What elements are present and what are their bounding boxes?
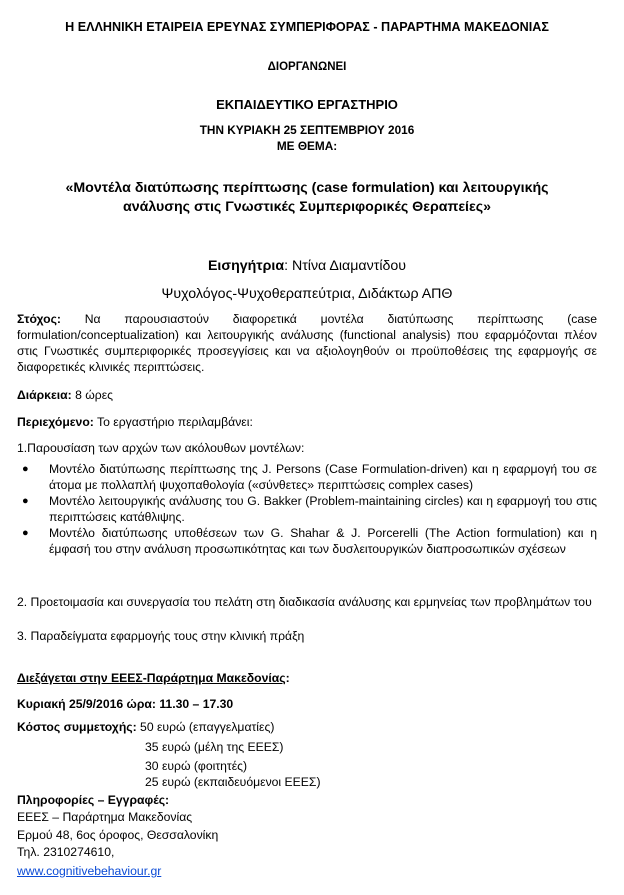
goal-label: Στόχος:: [17, 312, 61, 326]
theme-label: ΜΕ ΘΕΜΑ:: [276, 139, 338, 153]
goal-text: Να παρουσιαστούν διαφορετικά μοντέλα διατύπωσης περίπτωσης (case formulation/conceptualization) και λειτουργικής ανάλυσης (functional analysis) που εφαρμόζονται πλέον στις Γνωστικές συμπεριφορικές προσεγγίσεις και να αξιολογηθούν οι προϋποθέσεις της εφαρμογής σε διαφορετικές κλινικές περιπτώσεις.: [17, 312, 597, 374]
website-link[interactable]: www.cognitivebehaviour.gr: [17, 864, 162, 878]
list-item-text: Μοντέλο λειτουργικής ανάλυσης του G. Bakker (Problem-maintaining circles) και η εφαρμογή του στις περιπτώσεις κατάθλιψης.: [49, 494, 597, 524]
content-item-3: 3. Παραδείγματα εφαρμογής τους στην κλινική πράξη: [17, 629, 305, 643]
website-line: [17, 864, 597, 878]
cost-row: 25 ευρώ (εκπαιδευόμενοι ΕΕΕΣ): [145, 775, 321, 789]
cost-row: 30 ευρώ (φοιτητές): [145, 759, 248, 773]
workshop-title-line-2: ανάλυσης στις Γνωστικές Συμπεριφορικές Θεραπείες»: [122, 199, 491, 215]
organizes-label: ΔΙΟΡΓΑΝΩΝΕΙ: [267, 61, 347, 73]
event-type-heading: ΕΚΠΑΙΔΕΥΤΙΚΟ ΕΡΓΑΣΤΗΡΙΟ: [216, 97, 398, 112]
cost-row: 35 ευρώ (μέλη της ΕΕΕΣ): [145, 740, 284, 754]
info-line: Ερμού 48, 6ος όροφος, Θεσσαλονίκη: [17, 828, 219, 842]
list-item-text: Μοντέλο διατύπωσης περίπτωσης της J. Persons (Case Formulation-driven) και η εφαρμογή του σε άτομα με πολλαπλή ψυχοπαθολογία («σύνθετες» περιπτώσεις complex cases): [49, 462, 597, 492]
info-line: Τηλ. 2310274610,: [17, 845, 115, 859]
content-intro: Το εργαστήριο περιλαμβάνει:: [93, 415, 253, 429]
content-item-1: 1.Παρουσίαση των αρχών των ακόλουθων μοντέλων:: [17, 441, 305, 455]
venue-label: Διεξάγεται στην ΕΕΕΣ-Παράρτημα Μακεδονίας: [17, 671, 286, 685]
event-schedule: Κυριακή 25/9/2016 ώρα: 11.30 – 17.30: [17, 697, 234, 711]
cost-label: Κόστος συμμετοχής:: [17, 720, 137, 734]
duration-label: Διάρκεια:: [17, 388, 72, 402]
cost-row: 50 ευρώ (επαγγελματίες): [136, 720, 275, 734]
goal-paragraph: [17, 311, 597, 375]
speaker-credentials: Ψυχολόγος-Ψυχοθεραπεύτρια, Διδάκτωρ ΑΠΘ: [161, 286, 453, 302]
bullet-icon: ●: [22, 463, 29, 475]
list-item: [17, 525, 597, 557]
list-item: [17, 461, 597, 493]
duration-line: [17, 388, 597, 402]
info-heading: Πληροφορίες – Εγγραφές:: [17, 793, 170, 807]
organization-heading: Η ΕΛΛΗΝΙΚΗ ΕΤΑΙΡΕΙΑ ΕΡΕΥΝΑΣ ΣΥΜΠΕΡΙΦΟΡΑΣ - ΠΑΡΑΡΤΗΜΑ ΜΑΚΕΔΟΝΙΑΣ: [65, 20, 549, 34]
cost-line: [17, 720, 597, 734]
duration-value: 8 ώρες: [71, 388, 114, 402]
content-item-2: 2. Προετοιμασία και συνεργασία του πελάτη στη διαδικασία ανάλυσης και ερμηνείας των προβλημάτων του: [17, 595, 592, 609]
models-list: [17, 461, 597, 557]
event-date: ΤΗΝ ΚΥΡΙΑΚΗ 25 ΣΕΠΤΕΜΒΡΙΟΥ 2016: [199, 123, 415, 137]
speaker-label: Εισηγήτρια: [207, 258, 285, 274]
list-item: [17, 493, 597, 525]
speaker-line: [17, 258, 597, 274]
list-item-text: Μοντέλο διατύπωσης υποθέσεων των G. Shahar & J. Porcerelli (The Action formulation) και η έμφασή του στην ανάλυση προσωπικότητας και των δυσλειτουργικών διαπροσωπικών σχέσεων: [49, 526, 597, 556]
bullet-icon: ●: [22, 495, 29, 507]
speaker-name: : Ντίνα Διαμαντίδου: [284, 258, 407, 274]
workshop-title-line-1: «Μοντέλα διατύπωσης περίπτωσης (case formulation) και λειτουργικής: [65, 180, 549, 196]
content-line: [17, 415, 597, 429]
bullet-icon: ●: [22, 527, 29, 539]
venue-colon: :: [285, 671, 290, 685]
venue-line: [17, 671, 597, 685]
info-line: ΕΕΕΣ – Παράρτημα Μακεδονίας: [17, 810, 193, 824]
content-label: Περιεχόμενο:: [17, 415, 94, 429]
